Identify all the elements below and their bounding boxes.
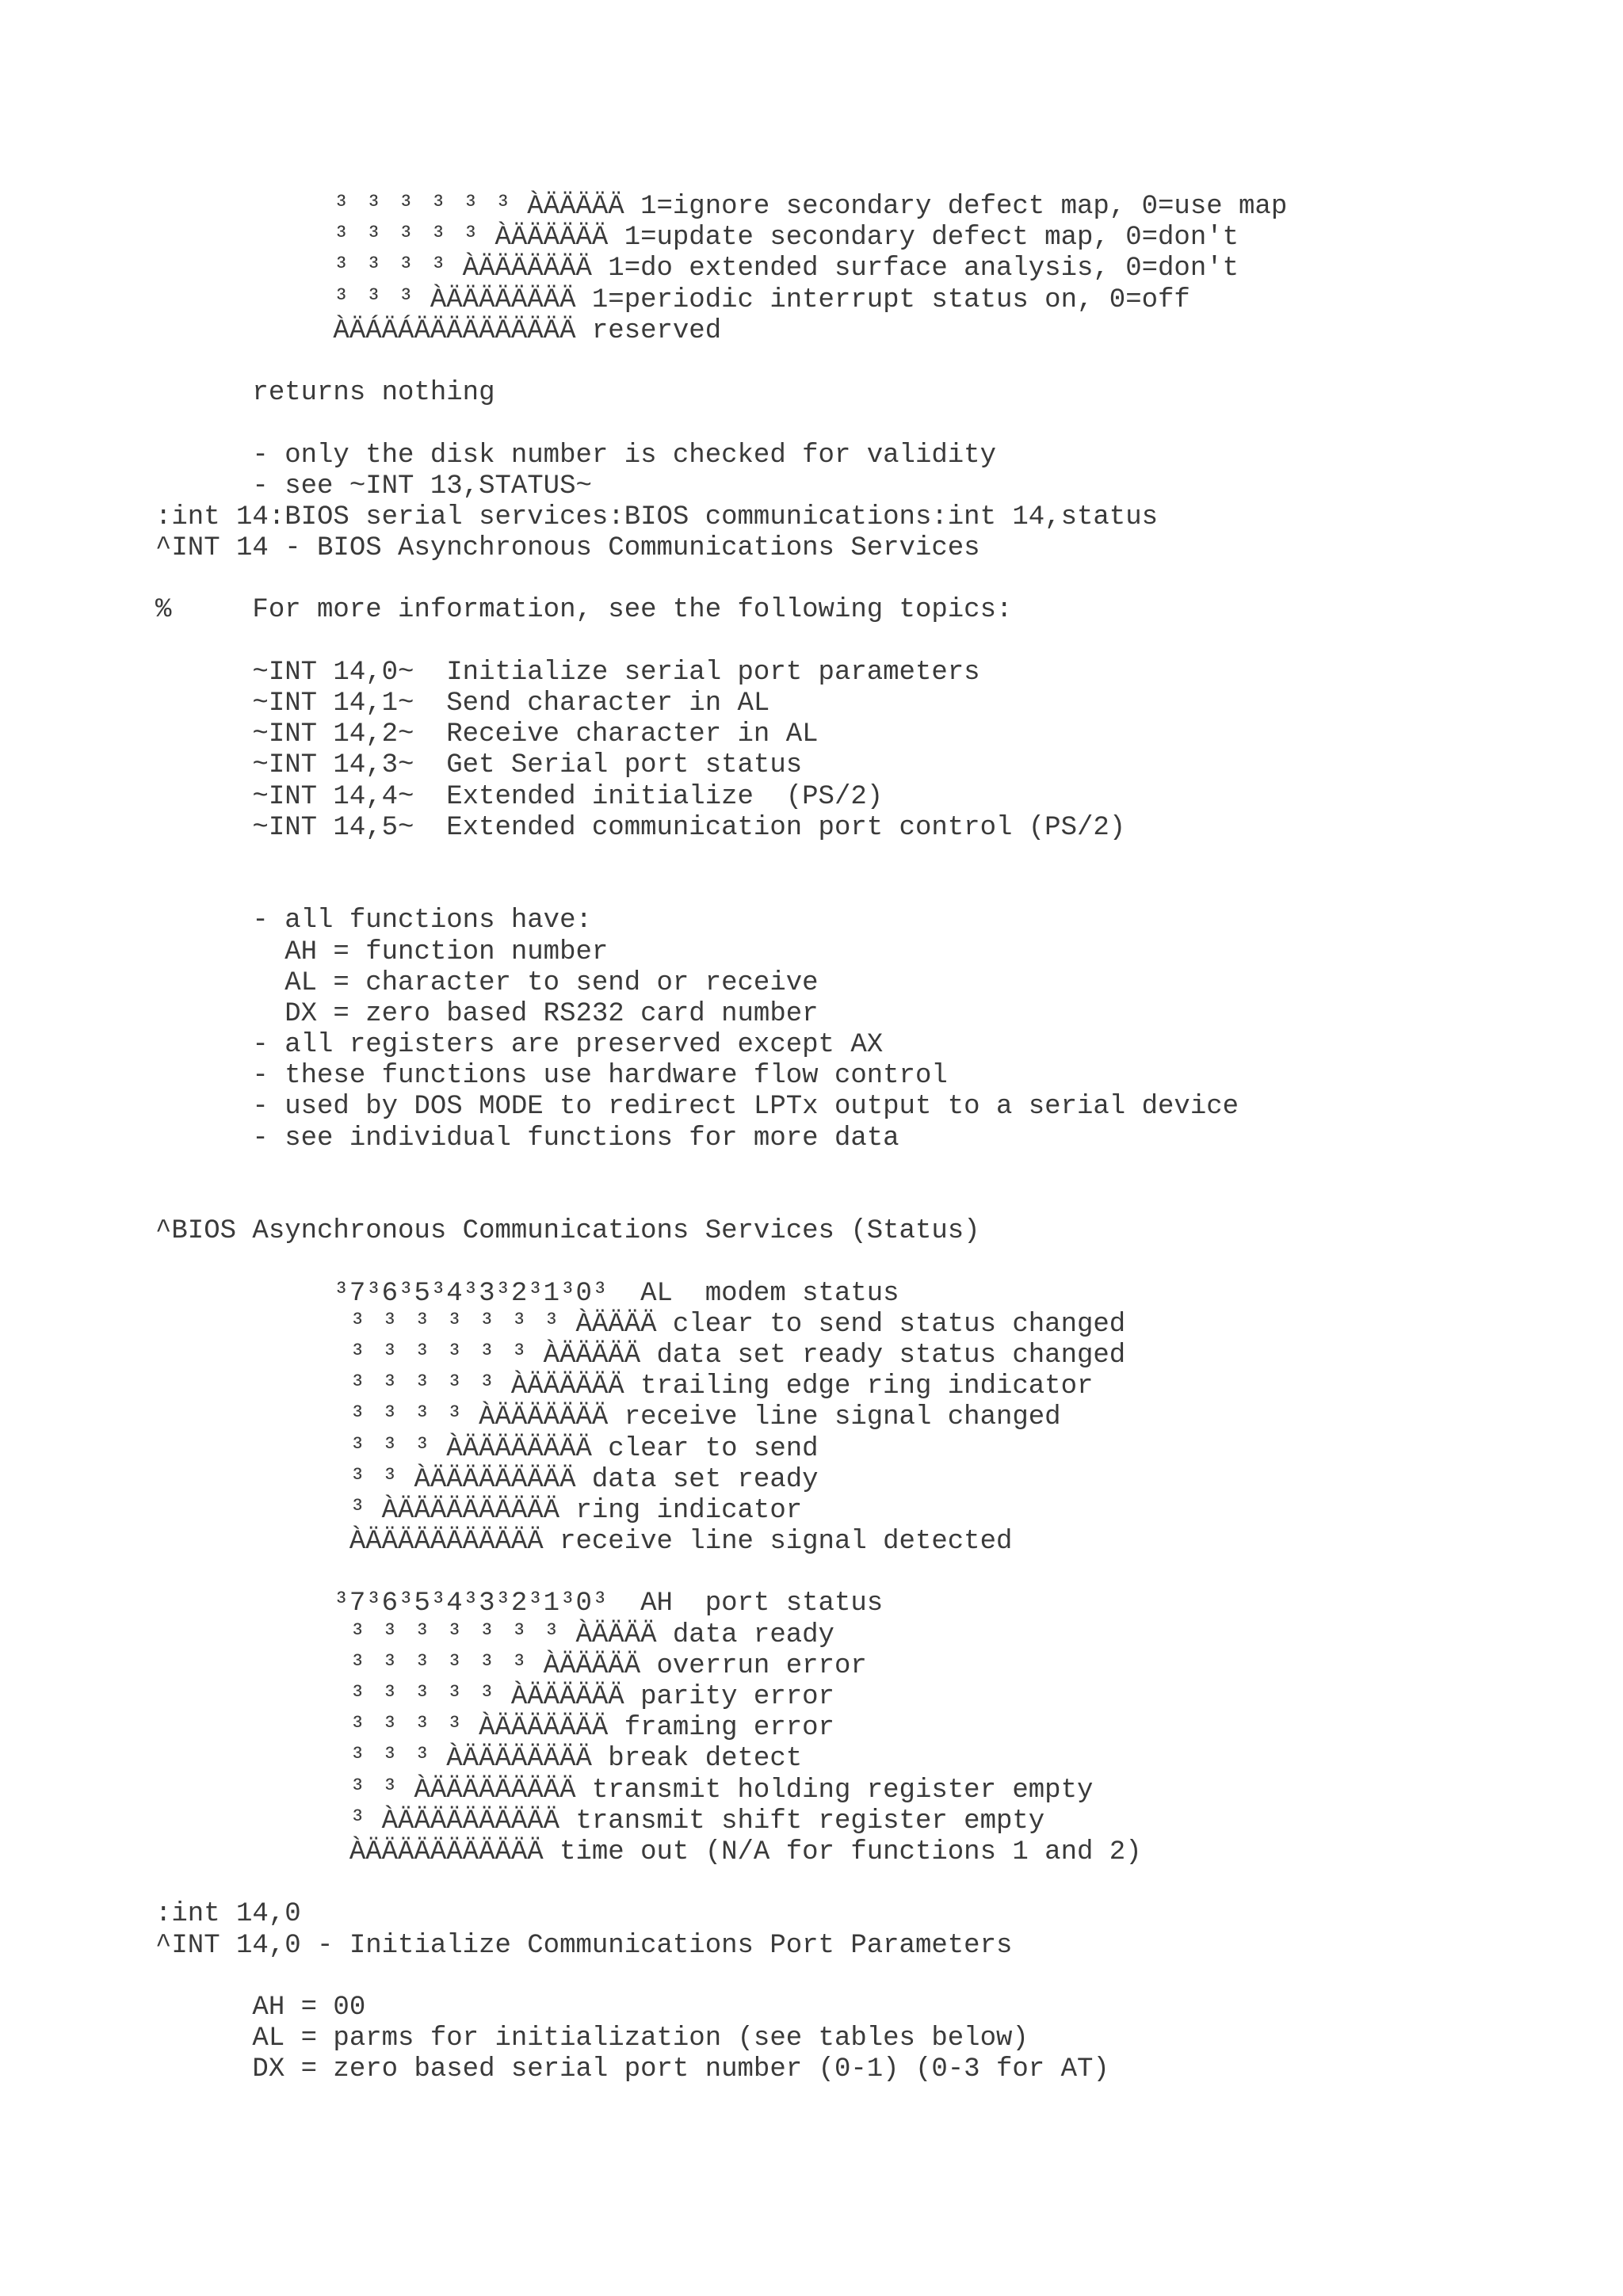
document-line: :int 14:BIOS serial services:BIOS communications:int 14,status xyxy=(155,502,1159,532)
document-line: AL = parms for initialization (see tables below) xyxy=(155,2023,1029,2054)
document-line xyxy=(155,409,1287,440)
document-line xyxy=(155,1558,1287,1589)
document-line: ³ ³ ÀÄÄÄÄÄÄÄÄÄ data set ready xyxy=(155,1464,819,1495)
document-line xyxy=(155,347,1287,378)
document-text xyxy=(155,192,1287,2085)
document-line: ³ ³ ³ ³ ³ ÀÄÄÄÄÄÄ parity error xyxy=(155,1682,834,1712)
document-line: ^INT 14,0 - Initialize Communications Port Parameters xyxy=(155,1930,1013,1961)
document-line: ÀÄÄÄÄÄÄÄÄÄÄÄ time out (N/A for functions 1 and 2) xyxy=(155,1836,1142,1867)
document-line: ³7³6³5³4³3³2³1³0³ AL modem status xyxy=(155,1278,899,1309)
document-line: - these functions use hardware flow control xyxy=(155,1061,948,1092)
document-line: ÀÄÁÄÁÄÄÄÄÄÄÄÄÄÄ reserved xyxy=(155,315,722,346)
document-line: ~INT 14,1~ Send character in AL xyxy=(155,688,770,719)
document-line: ^INT 14 - BIOS Asynchronous Communications Services xyxy=(155,533,980,564)
document-line: - all registers are preserved except AX xyxy=(155,1030,884,1061)
document-line: ³ ³ ³ ÀÄÄÄÄÄÄÄÄ clear to send xyxy=(155,1433,819,1464)
document-line: ³7³6³5³4³3³2³1³0³ AH port status xyxy=(155,1589,884,1619)
document-line: ~INT 14,0~ Initialize serial port parameters xyxy=(155,657,980,688)
document-line: AH = 00 xyxy=(155,1992,366,2023)
document-line: ³ ³ ³ ³ ³ ³ ÀÄÄÄÄÄ data set ready status changed xyxy=(155,1340,1126,1371)
document-line: ~INT 14,4~ Extended initialize (PS/2) xyxy=(155,781,884,812)
document-line: % For more information, see the following topics: xyxy=(155,595,1013,626)
document-line: ~INT 14,2~ Receive character in AL xyxy=(155,719,819,750)
document-line: :int 14,0 xyxy=(155,1899,301,1930)
document-line: AH = function number xyxy=(155,936,609,967)
document-line: AL = character to send or receive xyxy=(155,967,819,998)
document-line xyxy=(155,875,1287,906)
document-line xyxy=(155,564,1287,595)
document-line xyxy=(155,1868,1287,1899)
document-line xyxy=(155,1247,1287,1278)
document-line: ÀÄÄÄÄÄÄÄÄÄÄÄ receive line signal detected xyxy=(155,1527,1013,1558)
document-line: ~INT 14,3~ Get Serial port status xyxy=(155,750,803,781)
document-line: ³ ³ ³ ³ ÀÄÄÄÄÄÄÄ 1=do extended surface analysis, 0=don't xyxy=(155,254,1239,284)
document-line: ³ ³ ³ ³ ³ ³ ³ ÀÄÄÄÄ clear to send status changed xyxy=(155,1309,1126,1340)
document-line: ³ ÀÄÄÄÄÄÄÄÄÄÄ ring indicator xyxy=(155,1495,803,1526)
document-line: ³ ³ ³ ³ ³ ³ ÀÄÄÄÄÄ 1=ignore secondary defect map, 0=use map xyxy=(155,192,1288,222)
document-line: - used by DOS MODE to redirect LPTx output to a serial device xyxy=(155,1092,1239,1123)
document-line xyxy=(155,627,1287,658)
document-line: ³ ³ ³ ³ ³ ³ ³ ÀÄÄÄÄ data ready xyxy=(155,1619,834,1650)
document-line: - all functions have: xyxy=(155,906,592,936)
document-line: returns nothing xyxy=(155,378,495,409)
document-line: - see individual functions for more data xyxy=(155,1123,899,1154)
document-line: ³ ³ ³ ÀÄÄÄÄÄÄÄÄ break detect xyxy=(155,1744,803,1775)
document-line: DX = zero based RS232 card number xyxy=(155,998,819,1029)
document-line: ³ ³ ³ ÀÄÄÄÄÄÄÄÄ 1=periodic interrupt status on, 0=off xyxy=(155,284,1190,315)
document-line: - only the disk number is checked for validity xyxy=(155,440,996,471)
document-line: ³ ÀÄÄÄÄÄÄÄÄÄÄ transmit shift register empty xyxy=(155,1806,1045,1836)
document-line: ³ ³ ³ ³ ÀÄÄÄÄÄÄÄ framing error xyxy=(155,1713,834,1744)
document-line xyxy=(155,844,1287,875)
document-line: ³ ³ ³ ³ ³ ³ ÀÄÄÄÄÄ overrun error xyxy=(155,1650,867,1681)
document-line: ³ ³ ÀÄÄÄÄÄÄÄÄÄ transmit holding register empty xyxy=(155,1775,1094,1806)
document-line: ~INT 14,5~ Extended communication port control (PS/2) xyxy=(155,812,1126,843)
document-line: DX = zero based serial port number (0-1) (0-3 for AT) xyxy=(155,2054,1109,2085)
document-line xyxy=(155,1185,1287,1216)
document-line: ³ ³ ³ ³ ÀÄÄÄÄÄÄÄ receive line signal changed xyxy=(155,1402,1061,1433)
document-line: - see ~INT 13,STATUS~ xyxy=(155,471,592,502)
document-line xyxy=(155,1962,1287,1993)
document-line xyxy=(155,1154,1287,1185)
document-line: ³ ³ ³ ³ ³ ÀÄÄÄÄÄÄ 1=update secondary defect map, 0=don't xyxy=(155,223,1239,254)
document-line: ^BIOS Asynchronous Communications Services (Status) xyxy=(155,1216,980,1247)
document-line: ³ ³ ³ ³ ³ ÀÄÄÄÄÄÄ trailing edge ring indicator xyxy=(155,1371,1094,1402)
